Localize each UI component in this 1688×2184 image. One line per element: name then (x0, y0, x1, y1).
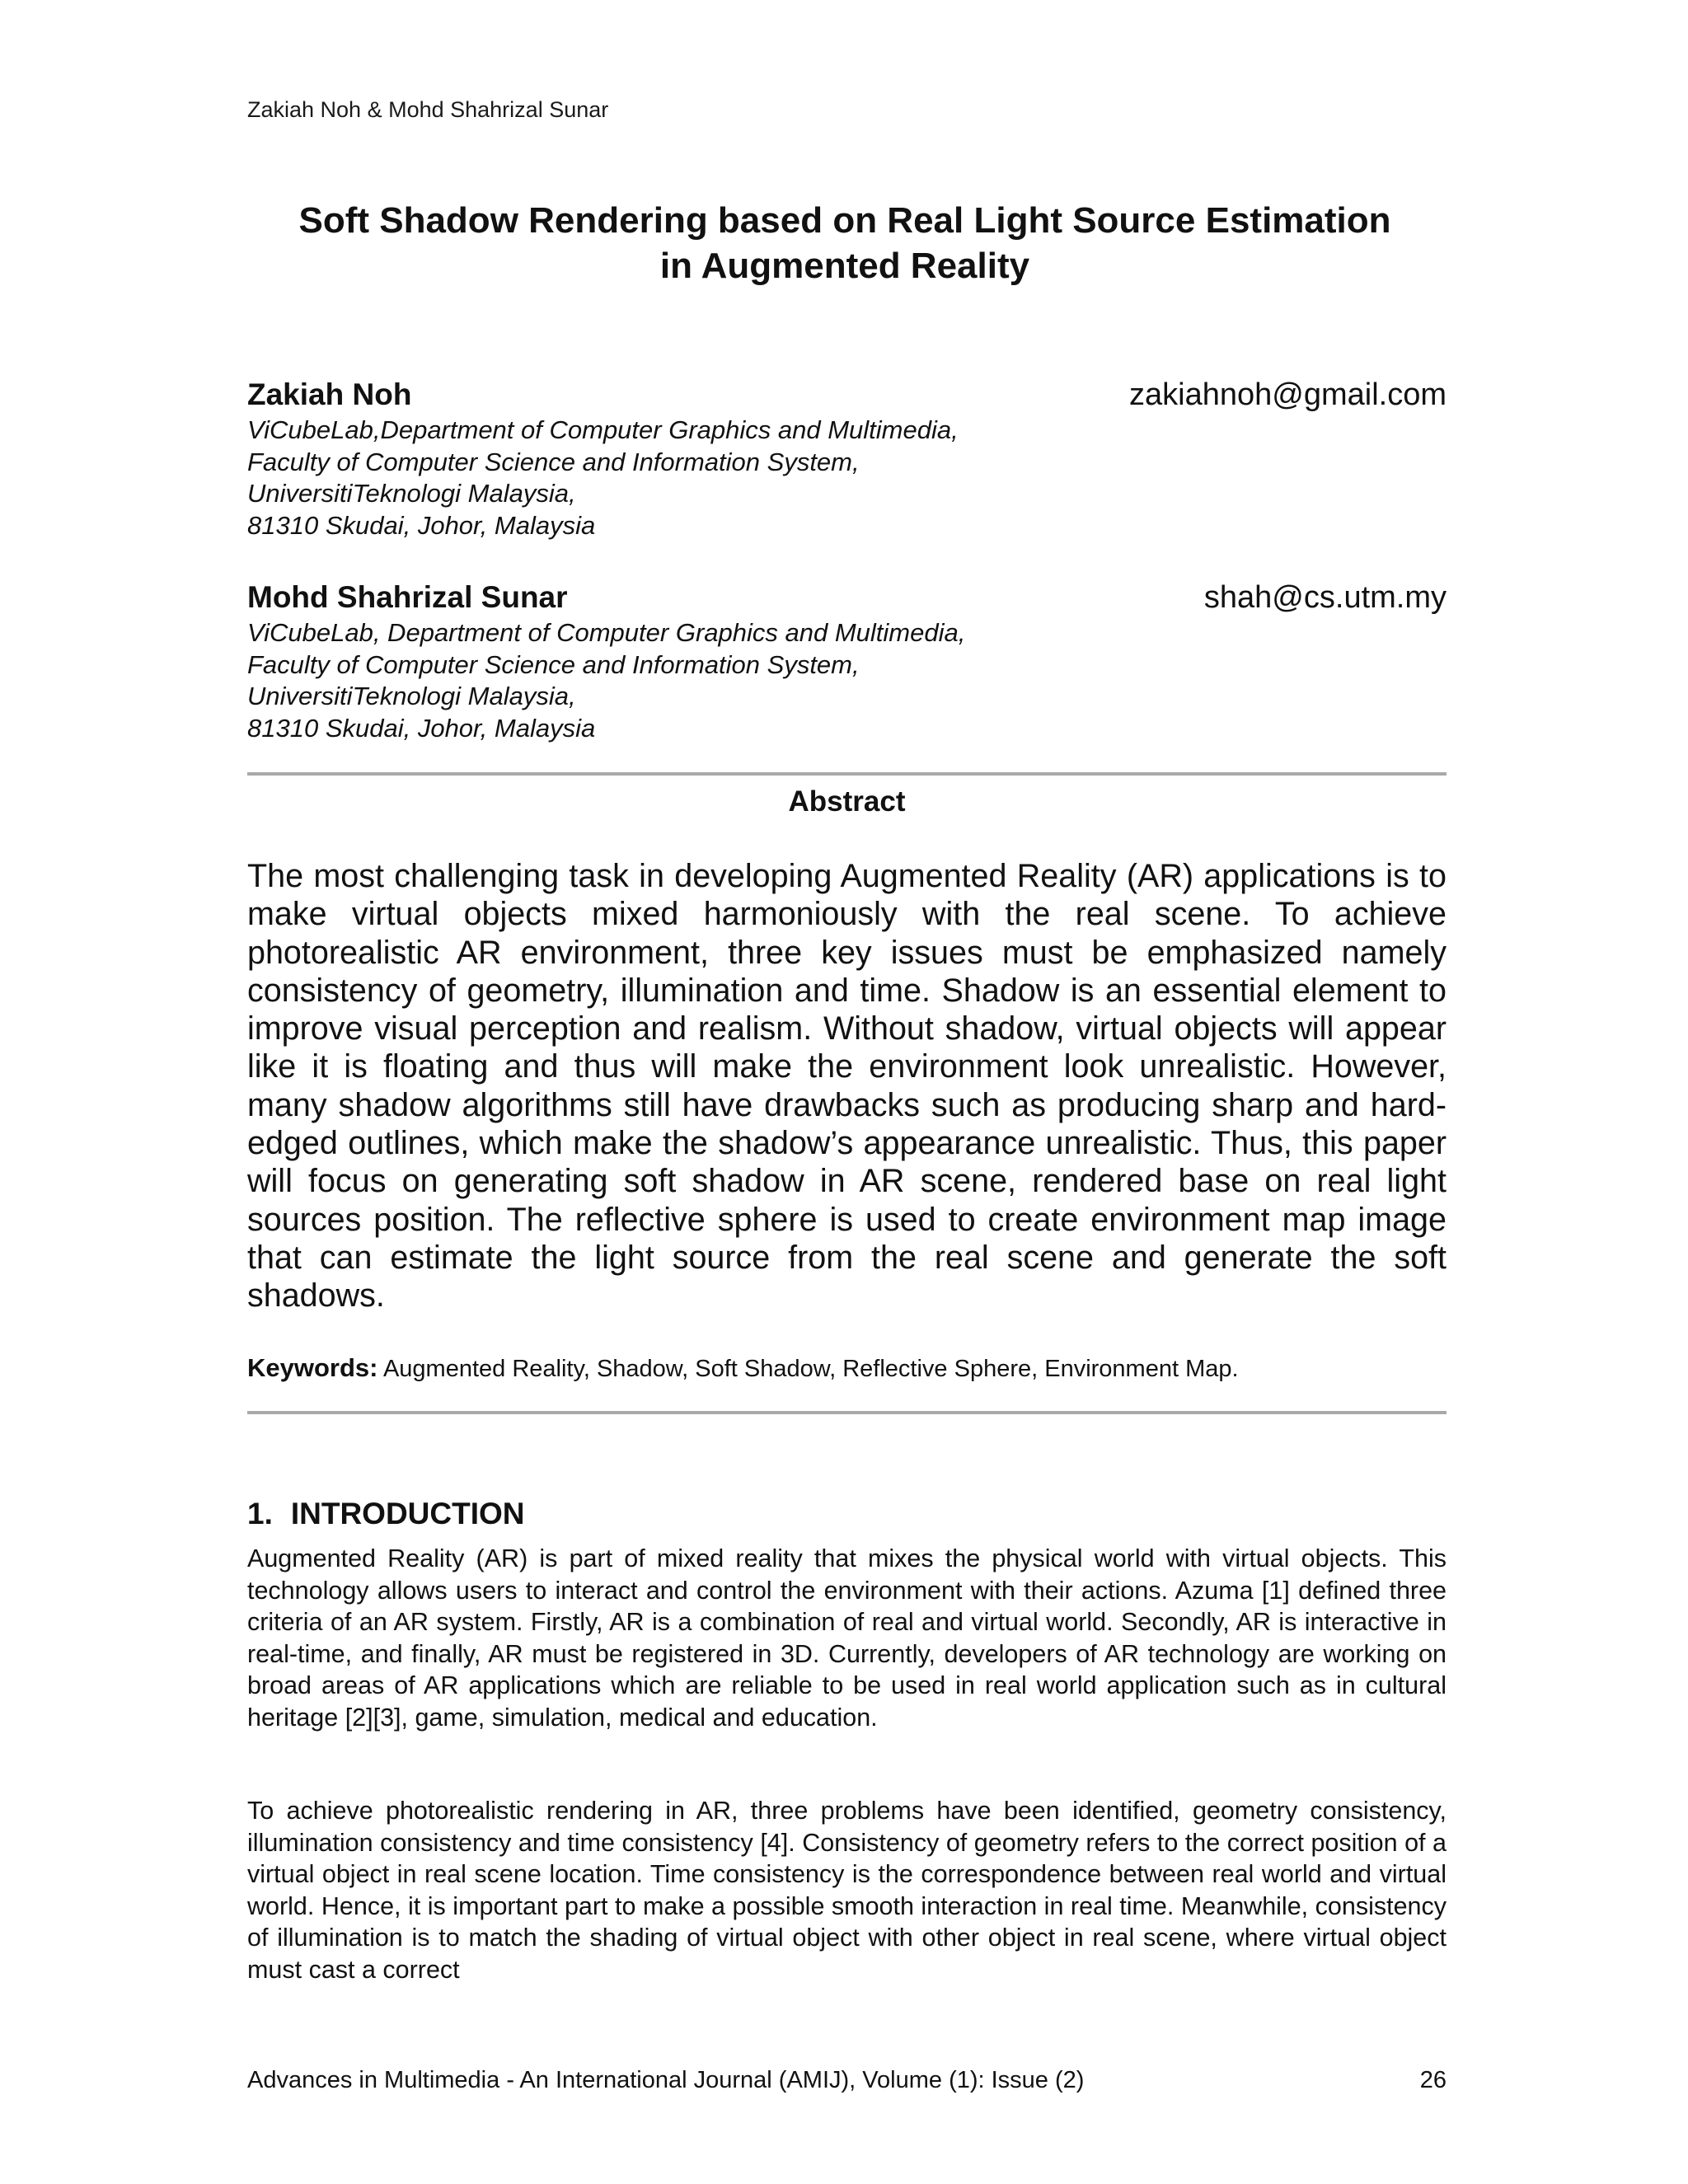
abstract-bottom-divider (247, 1411, 1447, 1414)
keywords-text: Augmented Reality, Shadow, Soft Shadow, Reflective Sphere, Environment Map. (382, 1356, 1239, 1382)
section-title: INTRODUCTION (290, 1497, 525, 1530)
body-paragraph: To achieve photorealistic rendering in AR, three problems have been identified, geometry consistency, illumination consistency and time consistency [4]. Consistency of geometry refers to the correct position of a virtual object in real scene location. Time consistency is the correspondence between real world and virtual world. Hence, it is important part to make a possible smooth interaction in real time. Meanwhile, consistency of illumination is to match the shading of virtual object with other object in real scene, where virtual object must cast a correct (247, 1797, 1447, 1984)
author-affiliation (247, 415, 1447, 541)
paper-title-line-1: Soft Shadow Rendering based on Real Light Source Estimation (298, 200, 1391, 241)
affiliation-line: 81310 Skudai, Johor, Malaysia (247, 713, 596, 743)
affiliation-line: Faculty of Computer Science and Information System, (247, 649, 860, 679)
author-name: Zakiah Noh (247, 377, 412, 411)
author-email: zakiahnoh@gmail.com (1129, 377, 1447, 412)
paper-title (247, 198, 1442, 288)
section-heading-introduction (247, 1494, 525, 1534)
running-head: Zakiah Noh & Mohd Shahrizal Sunar (247, 97, 609, 122)
affiliation-line: 81310 Skudai, Johor, Malaysia (247, 510, 596, 540)
author-block-2 (247, 578, 1447, 744)
affiliation-line: ViCubeLab,Department of Computer Graphics and Multimedia, (247, 415, 959, 444)
affiliation-line: Faculty of Computer Science and Information System, (247, 447, 860, 476)
page-number: 26 (1419, 2067, 1447, 2093)
author-email: shah@cs.utm.my (1203, 580, 1447, 615)
affiliation-line: ViCubeLab, Department of Computer Graphics and Multimedia, (247, 618, 966, 647)
author-affiliation (247, 617, 1447, 744)
abstract-text: The most challenging task in developing Augmented Reality (AR) applications is to make virtual objects mixed harmoniously with the real scene. To achieve photorealistic AR environment, three key issues must be emphasized namely consistency of geometry, illumination and time. Shadow is an essential element to improve visual perception and realism. Without shadow, virtual objects will appear like it is floating and thus will make the environment look unrealistic. However, many shadow algorithms still have drawbacks such as producing sharp and hard-edged outlines, which make the shadow’s appearance unrealistic. Thus, this paper will focus on generating soft shadow in AR scene, rendered base on real light sources position. The reflective sphere is used to create environment map image that can estimate the light source from the real scene and generate the soft shadows. (247, 858, 1447, 1315)
footer-journal: Advances in Multimedia - An International Journal (AMIJ), Volume (1): Issue (2) (247, 2067, 1085, 2093)
paper-title-line-2: in Augmented Reality (659, 246, 1030, 286)
author-name: Mohd Shahrizal Sunar (247, 580, 568, 614)
abstract-top-divider (247, 772, 1447, 776)
body-paragraph: Augmented Reality (AR) is part of mixed reality that mixes the physical world with virtual objects. This technology allows users to interact and control the environment with their actions. Azuma [1] defined three criteria of an AR system. Firstly, AR is a combination of real and virtual world. Secondly, AR is interactive in real-time, and finally, AR must be registered in 3D. Currently, developers of AR technology are working on broad areas of AR applications which are reliable to be used in real world application such as in cultural heritage [2][3], game, simulation, medical and education. (247, 1544, 1447, 1732)
affiliation-line: UniversitiTeknologi Malaysia, (247, 479, 576, 508)
abstract-heading: Abstract (788, 785, 906, 818)
affiliation-line: UniversitiTeknologi Malaysia, (247, 682, 576, 710)
keywords-label: Keywords: (247, 1353, 378, 1382)
keywords (247, 1352, 1447, 1385)
section-number: 1. (247, 1497, 273, 1530)
author-block-1 (247, 375, 1447, 541)
